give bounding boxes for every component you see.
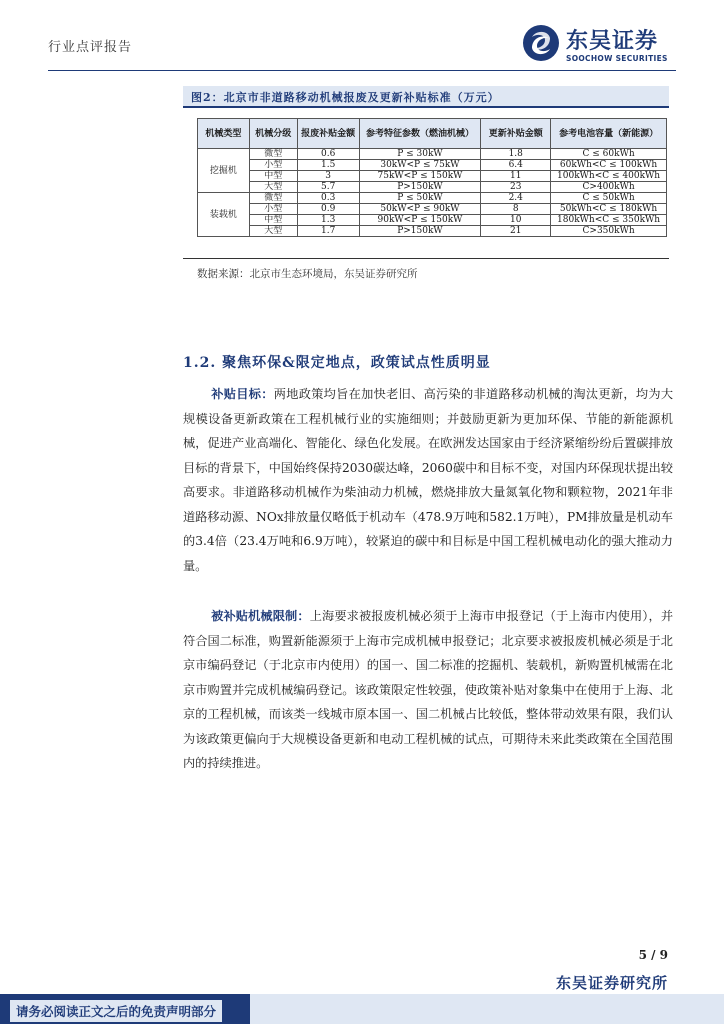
table-cell: P>150kW [359,182,481,193]
table-cell: 1.8 [481,149,551,160]
table-cell: 50kW<P ≤ 90kW [359,204,481,215]
report-type-label: 行业点评报告 [48,40,133,55]
table-cell: P>150kW [359,226,481,237]
table-cell: C ≤ 60kWh [551,149,667,160]
paragraph-body: 上海要求被报废机械必须于上海市申报登记（于上海市内使用），并符合国二标准，购置新能源须于上海市完成机械申报登记；北京要求被报废机械必须是于北京市编码登记（于北京市内使用）的国一、国二标准的挖掘机、装载机，新购置机械需在北京市购置并完成机械编码登记。该政策限定性较强，使政策补贴对象集中在使用于上海、北京的工程机械，而该类一线城市原本国一、国二机械占比较低，整体带动效果有限，我们认为该政策更偏向于大规模设备更新和电动工程机械的试点，可期待未来此类政策在全国范围内的持续推进。 [183,609,674,770]
table-header-row [198,119,667,149]
table-row [198,193,667,204]
table-cell: 180kWh<C ≤ 350kWh [551,215,667,226]
table-cell: 30kW<P ≤ 75kW [359,160,481,171]
table-row [198,149,667,160]
footer-bar [0,986,724,1024]
table-cell: 90kW<P ≤ 150kW [359,215,481,226]
table-row [198,204,667,215]
table-cell: 0.3 [297,193,359,204]
table-cell: 微型 [249,149,297,160]
table-cell: 大型 [249,182,297,193]
table-cell: 1.5 [297,160,359,171]
header-divider [48,70,676,71]
machine-type-cell: 装载机 [198,193,250,237]
figure-title-bar [183,86,669,108]
table-cell: 23 [481,182,551,193]
paragraph-subsidy-goal [183,382,673,578]
table-cell: 中型 [249,171,297,182]
table-cell: 50kWh<C ≤ 180kWh [551,204,667,215]
company-logo [522,24,692,68]
paragraph-lead: 被补贴机械限制： [211,609,310,623]
table-cell: 6.4 [481,160,551,171]
table-cell: P ≤ 50kW [359,193,481,204]
table-cell: 小型 [249,204,297,215]
table-row [198,160,667,171]
table-cell: 75kW<P ≤ 150kW [359,171,481,182]
table-cell: 10 [481,215,551,226]
disclaimer-link[interactable]: 请务必阅读正文之后的免责声明部分 [10,1000,222,1022]
table-row [198,182,667,193]
col-header: 更新补贴金额 [481,119,551,149]
table-cell: 0.9 [297,204,359,215]
col-header: 参考特征参数（燃油机械） [359,119,481,149]
table-cell: 3 [297,171,359,182]
table-row [198,226,667,237]
col-header: 机械分级 [249,119,297,149]
subsidy-table [197,118,667,237]
logo-en-text: SOOCHOW SECURITIES [566,54,668,63]
table-cell: C>400kWh [551,182,667,193]
table-cell: 5.7 [297,182,359,193]
figure-title: 图2：北京市非道路移动机械报废及更新补贴标准（万元） [191,91,500,104]
paragraph-body: 两地政策均旨在加快老旧、高污染的非道路移动机械的淘汰更新，均为大规模设备更新政策在工程机械行业的实施细则；并鼓励更新为更加环保、节能的新能源机械，促进产业高端化、智能化、绿色化发展。在欧洲发达国家由于经济紧缩纷纷后置碳排放目标的背景下，中国始终保持2030碳达峰，2060碳中和目标不变，对国内环保现状提出较高要求。非道路移动机械作为柴油动力机械，燃烧排放大量氮氧化物和颗粒物，2021年非道路移动源、NOx排放量仅略低于机动车（478.9万吨和582.1万吨），PM排放量是机动车的3.4倍（23.4万吨和6.9万吨），较紧迫的碳中和目标是中国工程机械电动化的强大推动力量。 [183,387,674,573]
table-cell: 中型 [249,215,297,226]
source-divider [183,258,669,259]
table-cell: 21 [481,226,551,237]
table-cell: 1.7 [297,226,359,237]
page-number: 5 / 9 [638,948,668,962]
table-cell: P ≤ 30kW [359,149,481,160]
table-cell: 60kWh<C ≤ 100kWh [551,160,667,171]
col-header: 报废补贴金额 [297,119,359,149]
table-cell: 100kWh<C ≤ 400kWh [551,171,667,182]
table-cell: 2.4 [481,193,551,204]
col-header: 机械类型 [198,119,250,149]
table-row [198,215,667,226]
table-cell: C>350kWh [551,226,667,237]
table-cell: 大型 [249,226,297,237]
table-cell: C ≤ 50kWh [551,193,667,204]
logo-cn-text: 东吴证券 [566,29,659,54]
paragraph-lead: 补贴目标： [211,387,274,401]
col-header: 参考电池容量（新能源） [551,119,667,149]
paragraph-subsidy-restriction [183,604,673,776]
table-cell: 8 [481,204,551,215]
machine-type-cell: 挖掘机 [198,149,250,193]
table-cell: 1.3 [297,215,359,226]
section-heading: 1.2. 聚焦环保&限定地点，政策试点性质明显 [183,355,491,371]
table-row [198,171,667,182]
table-cell: 11 [481,171,551,182]
soochow-logo-icon [522,24,560,62]
table-cell: 0.6 [297,149,359,160]
footer-org-name: 东吴证券研究所 [555,974,668,992]
table-cell: 微型 [249,193,297,204]
table-cell: 小型 [249,160,297,171]
data-source-note: 数据来源：北京市生态环境局，东吴证券研究所 [197,268,418,280]
